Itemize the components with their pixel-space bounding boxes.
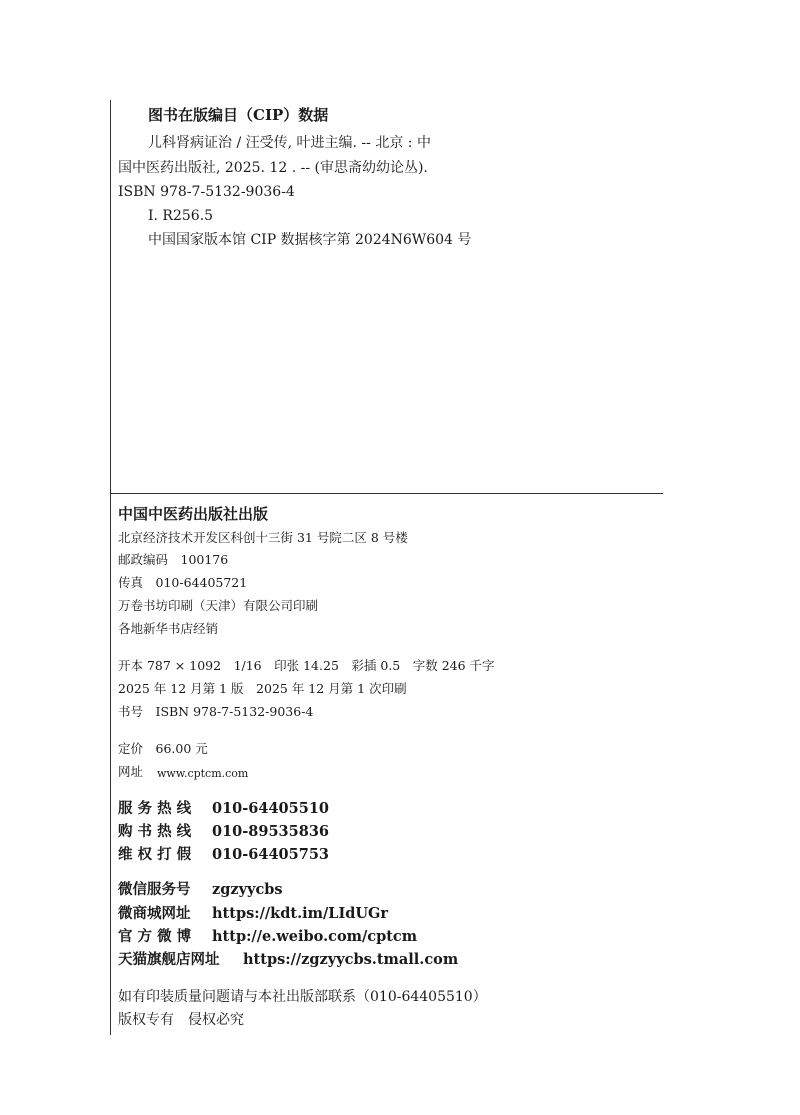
edition-info: 2025 年 12 月第 1 版 2025 年 12 月第 1 次印刷 (118, 681, 407, 696)
hotline-purchase-label: 购 书 热 线 (118, 823, 192, 840)
cip-classification: Ⅰ. R256.5 (148, 208, 214, 224)
book-number: 书号 ISBN 978-7-5132-9036-4 (118, 704, 314, 719)
quality-contact-notice: 如有印装质量问题请与本社出版部联系（010-64405510） (118, 989, 487, 1005)
wechat-label: 微信服务号 (118, 881, 191, 898)
tmall-label: 天猫旗舰店网址 (118, 951, 220, 968)
postcode: 邮政编码 100176 (118, 552, 229, 567)
microshop-label: 微商城网址 (118, 905, 191, 922)
book-format: 开本 787 × 1092 1/16 印张 14.25 彩插 0.5 字数 246 千字 (118, 658, 495, 673)
tmall-url: https://zgzyycbs.tmall.com (243, 951, 459, 968)
microshop-url: https://kdt.im/LIdUGr (212, 905, 389, 922)
copyright-notice: 版权专有 侵权必究 (118, 1012, 244, 1028)
weibo-label: 官 方 微 博 (118, 928, 192, 945)
price: 定价 66.00 元 (118, 741, 208, 756)
hotline-purchase-number: 010-89535836 (212, 823, 329, 840)
publisher-address: 北京经济技术开发区科创十三街 31 号院二区 8 号楼 (118, 530, 408, 545)
publisher-name: 中国中医药出版社出版 (118, 505, 269, 523)
fax: 传真 010-64405721 (118, 575, 248, 590)
website-label: 网址 (118, 764, 144, 779)
cip-title: 图书在版编目（CIP）数据 (148, 106, 329, 124)
website-url: www.cptcm.com (157, 767, 249, 780)
cip-line1: 儿科肾病证治 / 汪受传, 叶进主编. -- 北京 : 中 (148, 135, 431, 151)
weibo-url: http://e.weibo.com/cptcm (212, 928, 418, 945)
cip-isbn: ISBN 978-7-5132-9036-4 (118, 184, 295, 200)
hotline-anticounterfeit-label: 维 权 打 假 (118, 846, 192, 863)
hotline-service-label: 服 务 热 线 (118, 800, 192, 817)
distributor: 各地新华书店经销 (118, 621, 219, 636)
left-margin-rule (110, 100, 111, 1035)
hotline-anticounterfeit-number: 010-64405753 (212, 846, 329, 863)
hotline-service-number: 010-64405510 (212, 800, 329, 817)
cip-line2: 国中医药出版社, 2025. 12 . -- (审思斋幼幼论丛). (118, 160, 428, 176)
section-divider (110, 493, 663, 494)
cip-record-number: 中国国家版本馆 CIP 数据核字第 2024N6W604 号 (148, 232, 472, 248)
wechat-value: zgzyycbs (212, 881, 283, 898)
printer: 万卷书坊印刷（天津）有限公司印刷 (118, 598, 319, 613)
